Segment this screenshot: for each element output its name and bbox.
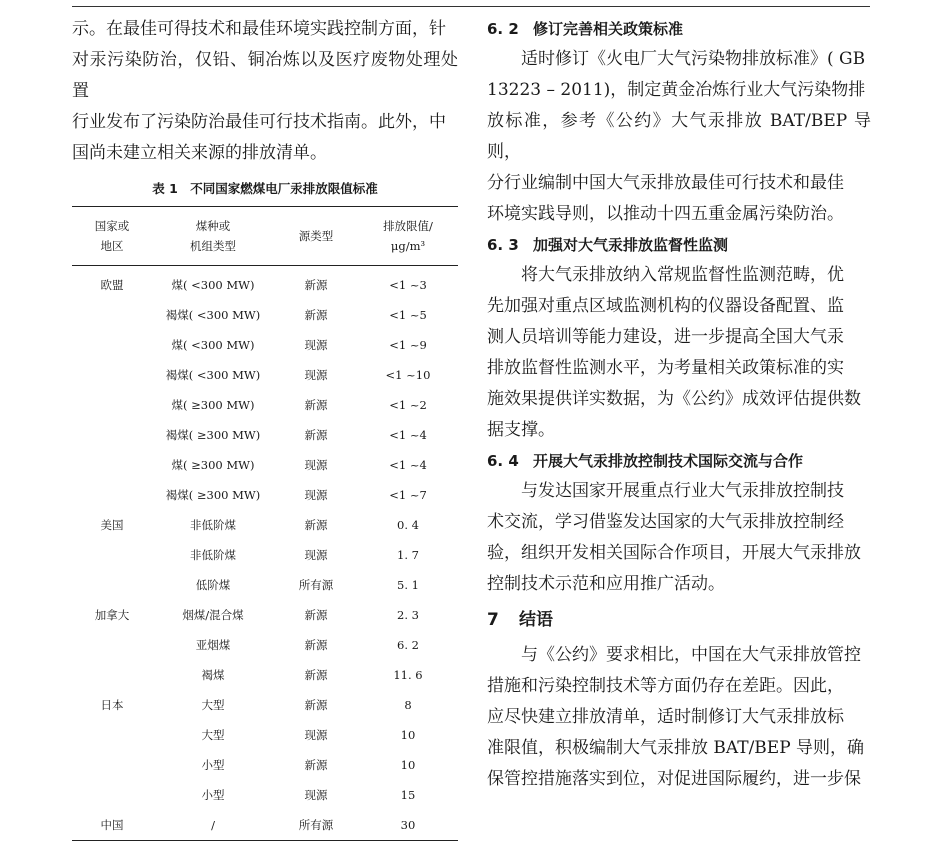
cell-coal-type: 低阶煤	[195, 578, 231, 592]
table-row	[72, 540, 458, 570]
cell-emission-limit: <1 ~2	[389, 398, 427, 412]
cell-emission-limit: <1 ~9	[389, 338, 427, 352]
cell-source-type: 新源	[304, 608, 328, 622]
cell-coal-type: 大型	[201, 698, 225, 712]
header-coal-type: 煤种或 机组类型	[152, 207, 274, 266]
cell-source-type: 新源	[304, 758, 328, 772]
table-row	[72, 480, 458, 510]
table-row	[72, 630, 458, 660]
intro-line: 示。在最佳可得技术和最佳环境实践控制方面，针	[72, 19, 446, 39]
table-row	[72, 450, 458, 480]
cell-emission-limit: 1. 7	[397, 548, 419, 562]
cell-source-type: 现源	[304, 368, 328, 382]
cell-coal-type: 褐煤( ≥300 MW)	[165, 428, 261, 442]
cell-emission-limit: <1 ~7	[389, 488, 427, 502]
cell-country	[72, 750, 152, 780]
cell-country	[72, 570, 152, 600]
cell-country: 加拿大	[94, 608, 130, 622]
cell-country: 欧盟	[100, 278, 124, 292]
cell-coal-type: 褐煤	[201, 668, 225, 682]
cell-coal-type: /	[152, 810, 274, 841]
cell-country: 美国	[100, 518, 124, 532]
cell-country	[72, 780, 152, 810]
cell-emission-limit: <1 ~10	[385, 368, 431, 382]
cell-country	[72, 390, 152, 420]
cell-source-type: 新源	[304, 398, 328, 412]
cell-emission-limit: 30	[358, 810, 458, 841]
section-title: 结语	[519, 610, 553, 630]
table-row	[72, 510, 458, 540]
cell-source-type: 新源	[304, 698, 328, 712]
cell-source-type: 现源	[304, 458, 328, 472]
cell-coal-type: 亚烟煤	[195, 638, 231, 652]
section-6-4-paragraph: 与发达国家开展重点行业大气汞排放控制技 术交流，学习借鉴发达国家的大气汞排放控制经 验，组织开发相关国际合作项目，开展大气汞排放 控制技术示范和应用推广活动。	[487, 481, 861, 594]
cell-emission-limit: 0. 4	[397, 518, 419, 532]
cell-country	[72, 720, 152, 750]
table-row	[72, 266, 458, 301]
table-body	[72, 266, 458, 841]
intro-line: 对汞污染防治，仅铅、铜冶炼以及医疗废物处理处置	[72, 50, 458, 101]
section-heading-6-4	[487, 446, 871, 476]
cell-emission-limit: <1 ~3	[389, 278, 427, 292]
cell-emission-limit: 11. 6	[393, 668, 423, 682]
cell-country	[72, 540, 152, 570]
table-row	[72, 690, 458, 720]
cell-emission-limit: <1 ~5	[389, 308, 427, 322]
table-header-row	[72, 207, 458, 266]
cell-coal-type: 烟煤/混合煤	[182, 608, 244, 622]
cell-source-type: 新源	[304, 638, 328, 652]
header-emission-limit: 排放限值/ μg/m³	[358, 207, 458, 266]
cell-coal-type: 煤( ≥300 MW)	[171, 458, 255, 472]
cell-country: 中国	[72, 810, 152, 841]
cell-country	[72, 450, 152, 480]
table-row	[72, 570, 458, 600]
left-column	[72, 14, 458, 841]
emission-limits-table	[72, 206, 458, 841]
cell-coal-type: 煤( ≥300 MW)	[171, 398, 255, 412]
section-number: 7	[487, 610, 499, 630]
table-row	[72, 300, 458, 330]
section-title: 修订完善相关政策标准	[533, 20, 684, 38]
cell-emission-limit: 2. 3	[397, 608, 419, 622]
cell-coal-type: 褐煤( <300 MW)	[165, 368, 261, 382]
header-source-type: 源类型	[274, 207, 358, 266]
cell-coal-type: 褐煤( ≥300 MW)	[165, 488, 261, 502]
cell-emission-limit: 10	[400, 728, 416, 742]
cell-source-type: 所有源	[298, 578, 334, 592]
cell-coal-type: 煤( <300 MW)	[171, 278, 255, 292]
section-number: 6. 4	[487, 452, 519, 470]
right-column	[487, 14, 871, 795]
table-row	[72, 660, 458, 690]
cell-emission-limit: 10	[400, 758, 416, 772]
table-row	[72, 600, 458, 630]
intro-line: 国尚未建立相关来源的排放清单。	[72, 143, 327, 163]
cell-source-type: 新源	[304, 428, 328, 442]
cell-emission-limit: 8	[404, 698, 412, 712]
table-row	[72, 360, 458, 390]
intro-paragraph	[72, 14, 458, 169]
cell-emission-limit: <1 ~4	[389, 428, 427, 442]
section-7-paragraph: 与《公约》要求相比，中国在大气汞排放管控 措施和污染控制技术等方面仍存在差距。因此， 应尽快建立排放清单，适时制修订大气汞排放标 准限值，积极编制大气汞排放 BAT/BEP 导则，确 保管控措施落实到位，对促进国际履约，进一步保	[487, 645, 865, 789]
section-heading-6-3	[487, 230, 871, 260]
table-row	[72, 390, 458, 420]
cell-country	[72, 300, 152, 330]
cell-emission-limit: 6. 2	[397, 638, 419, 652]
cell-coal-type: 非低阶煤	[190, 518, 236, 532]
cell-source-type: 现源	[304, 728, 328, 742]
cell-source-type: 现源	[304, 338, 328, 352]
table-row	[72, 780, 458, 810]
section-heading-7	[487, 600, 871, 640]
section-title: 加强对大气汞排放监督性监测	[533, 236, 729, 254]
cell-country	[72, 630, 152, 660]
section-title: 开展大气汞排放控制技术国际交流与合作	[533, 452, 804, 470]
cell-coal-type: 非低阶煤	[190, 548, 236, 562]
cell-source-type: 现源	[304, 488, 328, 502]
section-6-2-paragraph: 适时修订《火电厂大气污染物排放标准》( GB 13223 – 2011)，制定黄金冶炼行业大气污染物排 放标准，参考《公约》大气汞排放 BAT/BEP 导则， 分行业编制中国大气汞排放最佳可行技术和最佳 环境实践导则，以推动十四五重金属污染防治。	[487, 49, 871, 224]
cell-country: 日本	[100, 698, 124, 712]
cell-source-type: 现源	[304, 548, 328, 562]
cell-source-type: 所有源	[274, 810, 358, 841]
cell-source-type: 新源	[304, 308, 328, 322]
cell-emission-limit: <1 ~4	[389, 458, 427, 472]
header-country: 国家或 地区	[72, 207, 152, 266]
table-row	[72, 330, 458, 360]
cell-emission-limit: 5. 1	[397, 578, 419, 592]
cell-country	[72, 360, 152, 390]
section-number: 6. 3	[487, 236, 519, 254]
cell-coal-type: 煤( <300 MW)	[171, 338, 255, 352]
section-number: 6. 2	[487, 20, 519, 38]
cell-source-type: 现源	[304, 788, 328, 802]
cell-coal-type: 大型	[201, 728, 225, 742]
cell-coal-type: 小型	[201, 758, 225, 772]
cell-country	[72, 480, 152, 510]
cell-source-type: 新源	[304, 278, 328, 292]
section-6-3-paragraph: 将大气汞排放纳入常规监督性监测范畴，优 先加强对重点区域监测机构的仪器设备配置、监 测人员培训等能力建设，进一步提高全国大气汞 排放监督性监测水平，为考量相关政策标准的实 施效果提供详实数据，为《公约》成效评估提供数 据支撑。	[487, 265, 861, 440]
section-heading-6-2	[487, 14, 871, 44]
table-caption: 表 1 不同国家燃煤电厂汞排放限值标准	[152, 181, 378, 196]
cell-coal-type: 褐煤( <300 MW)	[165, 308, 261, 322]
top-rule	[72, 6, 870, 7]
cell-country	[72, 660, 152, 690]
table-row	[72, 720, 458, 750]
cell-source-type: 新源	[304, 668, 328, 682]
cell-coal-type: 小型	[201, 788, 225, 802]
intro-line: 行业发布了污染防治最佳可行技术指南。此外，中	[72, 112, 446, 132]
cell-source-type: 新源	[304, 518, 328, 532]
table-row	[72, 750, 458, 780]
cell-country	[72, 330, 152, 360]
cell-country	[72, 420, 152, 450]
cell-emission-limit: 15	[400, 788, 416, 802]
table-row	[72, 420, 458, 450]
